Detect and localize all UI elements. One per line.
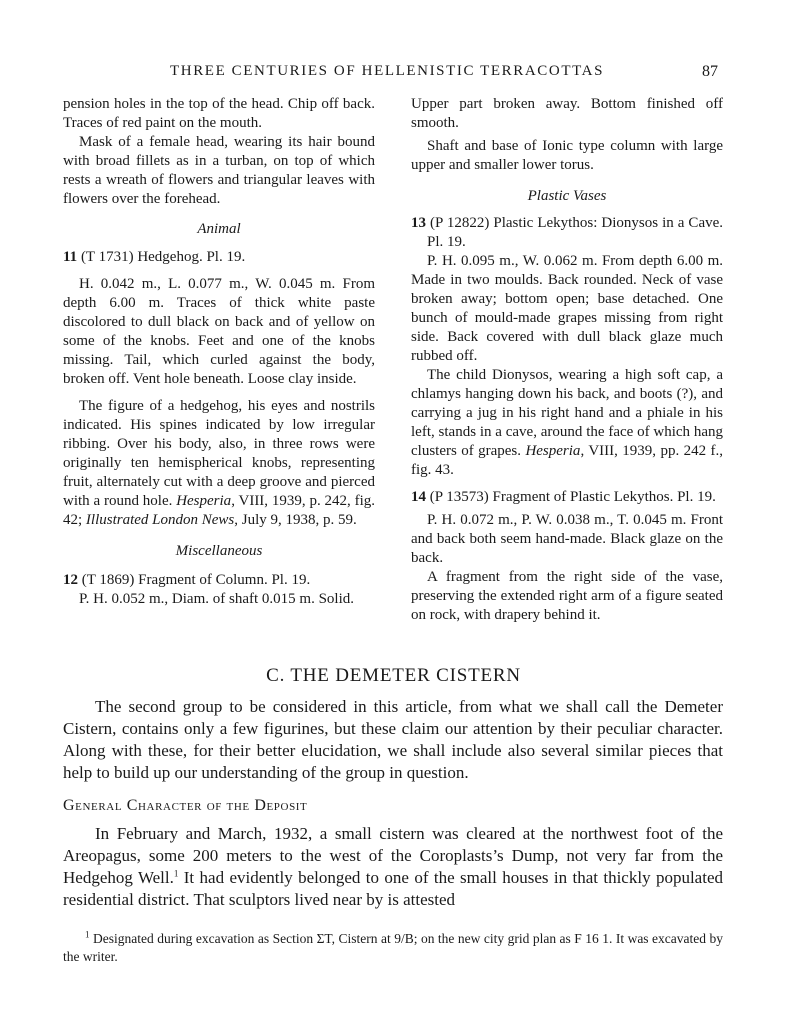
entry-13-ref-journal: Hesperia (525, 443, 581, 459)
entry-11-description (63, 397, 375, 530)
right-paragraph-column: Shaft and base of Ionic type column with large upper and smaller lower torus. (411, 138, 723, 173)
entry-13-description-text: The child Dionysos, wearing a high soft cap, a chlamys hanging down his back, and boots (?), and carrying a jug in his right hand and a phiale in his left, stands in a cave, around the face of which hang clusters of grapes. (411, 367, 723, 459)
right-paragraph-continuation: Upper part broken away. Bottom finished off smooth. (411, 96, 723, 131)
entry-12-number: 12 (63, 572, 78, 588)
entry-13-heading (411, 214, 723, 252)
footnote-text (63, 930, 723, 966)
entry-13-description (411, 366, 723, 480)
deposit-paragraph-text (63, 823, 723, 911)
section-c-intro (63, 696, 723, 784)
page-number: 87 (702, 63, 718, 80)
entry-11-description-text: The figure of a hedgehog, his eyes and nostrils indicated. His spines indicated by low irregular ribbing. Over his body, also, in three rows were originally ten hemispherical knobs, representing fruit, alternately cut with a deep groove and pierced with a round hole. (63, 398, 375, 509)
entry-11-measurements: H. 0.042 m., L. 0.077 m., W. 0.045 m. From depth 6.00 m. Traces of thick white paste discolored to dull black on back and of yellow on some of the knobs. Feet and one of the knobs missing. Tail, which curled against the body, broken off. Vent hole beneath. Loose clay inside. (63, 276, 375, 387)
entry-13-measurements: P. H. 0.095 m., W. 0.062 m. From depth 6.00 m. Made in two moulds. Back rounded. Neck of vase broken away; bottom open; base detached. One bunch of mould-made grapes missing from right side. Back covered with dull black glaze much rubbed off. (411, 253, 723, 364)
footnote-marker: 1 (85, 929, 90, 940)
deposit-text-part1: In February and March, 1932, a small cistern was cleared at the northwest foot of the Areopagus, some 200 meters to the west of the Coroplasts’s Dump, not very far from the Hedgehog Well. (63, 824, 723, 887)
section-animal-heading: Animal (197, 221, 241, 237)
entry-11-ref-end: , July 9, 1938, p. 59. (234, 512, 357, 528)
footnote (63, 930, 723, 966)
entry-14-number: 14 (411, 489, 426, 505)
entry-13-number: 13 (411, 215, 426, 231)
running-title: THREE CENTURIES OF HELLENISTIC TERRACOTTAS (170, 63, 605, 79)
footnote-body: Designated during excavation as Section ΣT, Cistern at 9/B; on the new city grid plan as F 16 1. It was excavated by the writer. (63, 931, 723, 964)
entry-14-measurements: P. H. 0.072 m., P. W. 0.038 m., T. 0.045 m. Front and back both seem hand-made. Black glaze on the back. (411, 512, 723, 566)
left-paragraph-mask: Mask of a female head, wearing its hair bound with broad fillets as in a turban, on top of which rests a wreath of flowers and triangular leaves with flowers over the forehead. (63, 134, 375, 207)
left-paragraph-continuation: pension holes in the top of the head. Chip off back. Traces of red paint on the mouth. (63, 96, 375, 131)
entry-14-heading (411, 488, 723, 507)
section-misc-heading: Miscellaneous (175, 543, 263, 559)
entry-11-ref-journal: Hesperia (176, 493, 232, 509)
entry-11-heading (63, 248, 375, 267)
deposit-paragraph (63, 823, 723, 911)
footnote-reference[interactable]: 1 (173, 868, 179, 879)
entry-12-measurements: P. H. 0.052 m., Diam. of shaft 0.015 m. Solid. (79, 591, 355, 607)
entry-11-title: (T 1731) Hedgehog. Pl. 19. (80, 249, 246, 265)
entry-11-ref-text: , VIII, 1939, p. 242, fig. 42; (63, 493, 375, 528)
entry-12-title: (T 1869) Fragment of Column. Pl. 19. (81, 572, 311, 588)
entry-11-ref-news: Illustrated London News (85, 512, 235, 528)
right-column (411, 95, 723, 625)
entry-13-ref-text: , VIII, 1939, pp. 242 f., fig. 43. (411, 443, 724, 478)
deposit-text-part2: It had evidently belonged to one of the small houses in that thickly populated residential district. That sculptors lived near by is attested (63, 868, 723, 909)
deposit-subheading: General Character of the Deposit (63, 797, 308, 814)
section-c-heading: C. THE DEMETER CISTERN (266, 665, 521, 686)
section-plastic-heading: Plastic Vases (527, 188, 607, 204)
entry-13-title: (P 12822) Plastic Lekythos: Dionysos in a Cave. Pl. 19. (427, 215, 724, 250)
section-c-intro-text: The second group to be considered in this article, from what we shall call the Demeter Cistern, contains only a few figurines, but these claim our attention by their peculiar character. Along with these, for their better elucidation, we shall include also several similar pieces that help to build up our understanding of the group in question. (63, 697, 723, 782)
entry-11-number: 11 (63, 249, 78, 265)
entry-14-title: (P 13573) Fragment of Plastic Lekythos. Pl. 19. (429, 489, 716, 505)
left-column (63, 95, 375, 609)
entry-14-description: A fragment from the right side of the vase, preserving the extended right arm of a figure seated on rock, with drapery behind it. (411, 569, 723, 623)
entry-12-heading (63, 571, 375, 590)
